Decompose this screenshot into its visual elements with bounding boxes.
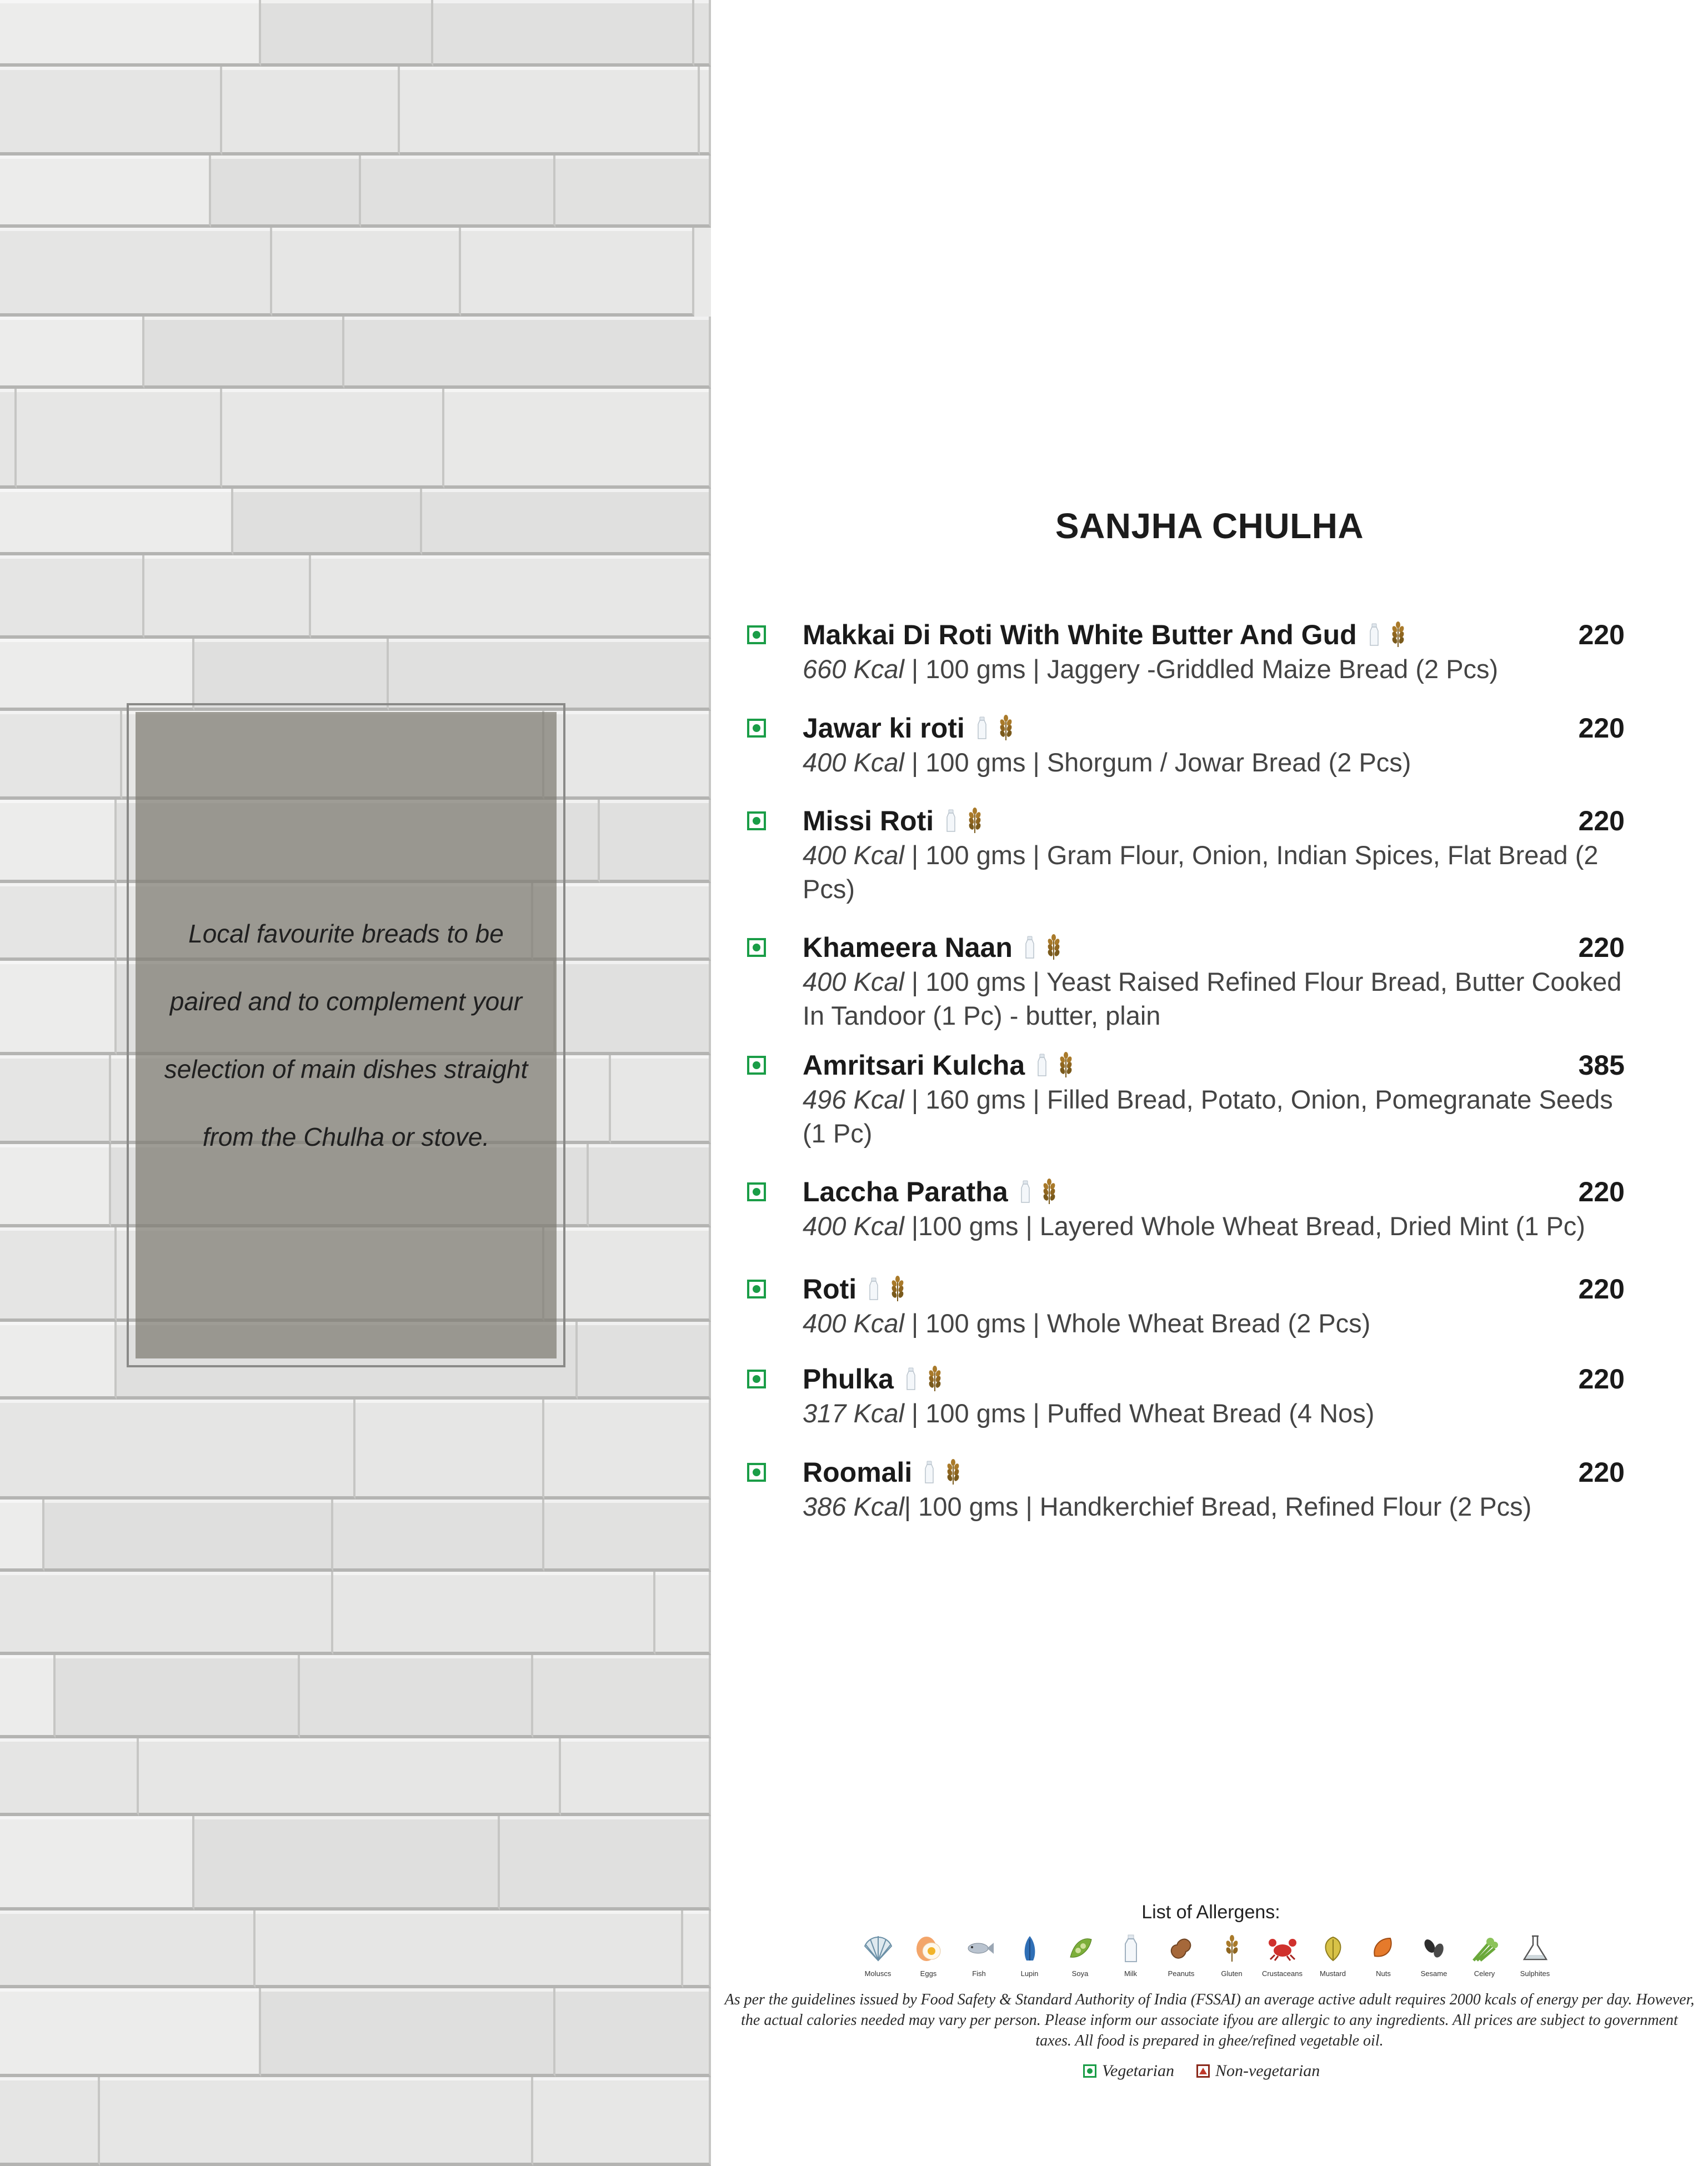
veg-symbol-icon bbox=[747, 811, 766, 830]
allergen-label: Peanuts bbox=[1168, 1969, 1195, 1978]
menu-item-name: Roomali bbox=[803, 1457, 913, 1488]
nut-icon bbox=[1367, 1932, 1400, 1965]
menu-item-name: Laccha Paratha bbox=[803, 1176, 1008, 1207]
menu-item-name-row bbox=[803, 803, 984, 839]
menu-item bbox=[747, 710, 1625, 793]
menu-item-description bbox=[803, 745, 1625, 779]
allergen-item bbox=[853, 1932, 903, 1978]
menu-item bbox=[747, 1174, 1625, 1257]
allergen-label: Soya bbox=[1071, 1969, 1089, 1978]
menu-item-name-row bbox=[803, 1047, 1075, 1084]
menu-item-kcal: 496 Kcal bbox=[803, 1085, 904, 1114]
menu-item-name: Roti bbox=[803, 1273, 857, 1305]
menu-item bbox=[747, 1047, 1625, 1148]
veg-legend-label: Vegetarian bbox=[1102, 2062, 1174, 2080]
soya-icon bbox=[1064, 1932, 1097, 1965]
lupin-icon bbox=[1013, 1932, 1046, 1965]
gluten-icon bbox=[997, 715, 1015, 741]
gluten-icon bbox=[926, 1366, 944, 1392]
menu-item-details: | 100 gms | Jaggery -Griddled Maize Bread (2 Pcs) bbox=[904, 654, 1499, 684]
milk-icon bbox=[1037, 1054, 1047, 1077]
gluten-icon bbox=[1040, 1179, 1058, 1205]
milk-icon bbox=[1020, 1180, 1030, 1204]
allergen-label: Eggs bbox=[920, 1969, 937, 1978]
gluten-icon bbox=[1057, 1052, 1075, 1079]
menu-item-details: | 100 gms | Whole Wheat Bread (2 Pcs) bbox=[904, 1308, 1371, 1338]
allergen-label: Fish bbox=[972, 1969, 986, 1978]
menu-item-name-row bbox=[803, 1271, 906, 1307]
veg-symbol-icon bbox=[747, 1056, 766, 1075]
menu-item-description bbox=[803, 1082, 1625, 1150]
milk-icon bbox=[906, 1367, 916, 1391]
allergen-item bbox=[1206, 1932, 1257, 1978]
flask-icon bbox=[1519, 1932, 1552, 1965]
menu-item-details: | 100 gms | Gram Flour, Onion, Indian Spices, Flat Bread (2 Pcs) bbox=[803, 840, 1599, 904]
menu-item-price: 220 bbox=[1578, 713, 1625, 744]
shell-icon bbox=[861, 1932, 895, 1965]
allergen-item bbox=[1105, 1932, 1156, 1978]
milk-icon bbox=[1114, 1932, 1148, 1965]
menu-item-details: | 100 gms | Handkerchief Bread, Refined Flour (2 Pcs) bbox=[904, 1492, 1532, 1521]
celery-icon bbox=[1468, 1932, 1501, 1965]
veg-symbol-icon bbox=[747, 719, 766, 738]
menu-item-description bbox=[803, 1306, 1625, 1340]
milk-icon bbox=[924, 1461, 934, 1484]
menu-item-kcal: 400 Kcal bbox=[803, 748, 904, 777]
fssai-disclaimer: As per the guidelines issued by Food Safety & Standard Authority of India (FSSAI) an average active adult requires 2000 kcals of energy per day. However, the actual calories needed may vary per person. Please inform our associate ifyou are allergic to any ingredients. All prices are subject to government taxes. All food is prepared in ghee/refined vegetable oil. bbox=[724, 1991, 1695, 2049]
allergen-item bbox=[1459, 1932, 1510, 1978]
menu-item-kcal: 660 Kcal bbox=[803, 654, 904, 684]
menu-item-price: 220 bbox=[1578, 1273, 1625, 1305]
menu-item-kcal: 400 Kcal bbox=[803, 1308, 904, 1338]
menu-item-kcal: 317 Kcal bbox=[803, 1398, 904, 1428]
allergen-item bbox=[1358, 1932, 1409, 1978]
menu-item-price: 220 bbox=[1578, 619, 1625, 650]
menu-item-name: Khameera Naan bbox=[803, 932, 1013, 963]
section-title: SANJHA CHULHA bbox=[1055, 506, 1364, 546]
gluten-icon bbox=[1045, 934, 1063, 961]
menu-item-kcal: 400 Kcal bbox=[803, 1211, 904, 1241]
egg-icon bbox=[912, 1932, 945, 1965]
milk-icon bbox=[946, 809, 956, 833]
menu-item bbox=[747, 1454, 1625, 1537]
menu-item-description bbox=[803, 838, 1625, 906]
allergen-item bbox=[1004, 1932, 1055, 1978]
veg-symbol-icon bbox=[747, 1370, 766, 1388]
allergen-item bbox=[1510, 1932, 1560, 1978]
allergen-item bbox=[1308, 1932, 1358, 1978]
milk-icon bbox=[1025, 936, 1035, 959]
allergen-label: Celery bbox=[1474, 1969, 1495, 1978]
menu-item-price: 220 bbox=[1578, 805, 1625, 836]
diet-legend bbox=[1083, 2062, 1320, 2080]
allergen-label: Mustard bbox=[1320, 1969, 1346, 1978]
veg-symbol-icon bbox=[747, 1182, 766, 1201]
nonveg-symbol-icon bbox=[1196, 2064, 1210, 2078]
menu-item-name: Amritsari Kulcha bbox=[803, 1050, 1025, 1081]
menu-item-price: 220 bbox=[1578, 932, 1625, 963]
allergen-list-title: List of Allergens: bbox=[1141, 1902, 1280, 1923]
veg-symbol-icon bbox=[747, 625, 766, 644]
menu-item-details: | 100 gms | Yeast Raised Refined Flour Bread, Butter Cooked In Tandoor (1 Pc) - butter, plain bbox=[803, 967, 1622, 1030]
menu-item-kcal: 386 Kcal bbox=[803, 1492, 904, 1521]
mustard-icon bbox=[1316, 1932, 1350, 1965]
menu-item bbox=[747, 1361, 1625, 1444]
gluten-icon bbox=[944, 1459, 962, 1486]
allergen-label: Moluscs bbox=[864, 1969, 891, 1978]
menu-item-kcal: 400 Kcal bbox=[803, 967, 904, 996]
veg-symbol-icon bbox=[747, 1280, 766, 1298]
menu-item-name-row bbox=[803, 710, 1015, 746]
menu-item-name: Jawar ki roti bbox=[803, 713, 965, 744]
menu-item-description bbox=[803, 1490, 1625, 1523]
milk-icon bbox=[1369, 623, 1379, 646]
menu-item-details: | 100 gms | Puffed Wheat Bread (4 Nos) bbox=[904, 1398, 1375, 1428]
nonveg-legend-label: Non-vegetarian bbox=[1215, 2062, 1320, 2080]
menu-item-description bbox=[803, 965, 1625, 1032]
menu-item-price: 220 bbox=[1578, 1176, 1625, 1207]
crab-icon bbox=[1266, 1932, 1299, 1965]
menu-item-name-row bbox=[803, 1361, 944, 1397]
veg-symbol-icon bbox=[747, 1463, 766, 1482]
sesame-icon bbox=[1418, 1932, 1451, 1965]
allergen-label: Sesame bbox=[1420, 1969, 1447, 1978]
menu-item-description bbox=[803, 1209, 1625, 1243]
veg-symbol-icon bbox=[747, 938, 766, 957]
menu-item-description bbox=[803, 1396, 1625, 1430]
menu-item-name-row bbox=[803, 929, 1063, 966]
menu-item-name: Phulka bbox=[803, 1363, 894, 1395]
menu-item-price: 220 bbox=[1578, 1363, 1625, 1395]
menu-item-name: Makkai Di Roti With White Butter And Gud bbox=[803, 619, 1357, 650]
allergen-item bbox=[1409, 1932, 1459, 1978]
menu-item-details: |100 gms | Layered Whole Wheat Bread, Dried Mint (1 Pc) bbox=[904, 1211, 1585, 1241]
allergen-label: Crustaceans bbox=[1262, 1969, 1303, 1978]
menu-item-details: | 160 gms | Filled Bread, Potato, Onion, Pomegranate Seeds (1 Pc) bbox=[803, 1085, 1613, 1148]
menu-item bbox=[747, 929, 1625, 1030]
allergen-label: Sulphites bbox=[1520, 1969, 1550, 1978]
tagline-text: Local favourite breads to be paired and to complement your selection of main dishes straight from the Chulha or stove. bbox=[164, 919, 528, 1151]
tagline-panel bbox=[136, 712, 557, 1358]
gluten-icon bbox=[889, 1276, 906, 1302]
allergen-label: Gluten bbox=[1221, 1969, 1243, 1978]
gluten-icon bbox=[1389, 621, 1407, 648]
menu-item-details: | 100 gms | Shorgum / Jowar Bread (2 Pcs) bbox=[904, 748, 1411, 777]
allergen-item bbox=[1156, 1932, 1206, 1978]
allergen-label: Lupin bbox=[1020, 1969, 1039, 1978]
gluten-icon bbox=[966, 808, 984, 834]
allergen-icon-row bbox=[853, 1932, 1560, 1978]
menu-item-description bbox=[803, 652, 1625, 686]
menu-item-price: 385 bbox=[1578, 1050, 1625, 1081]
allergen-label: Milk bbox=[1124, 1969, 1138, 1978]
gluten-icon bbox=[1215, 1932, 1249, 1965]
milk-icon bbox=[977, 716, 987, 740]
peanut-icon bbox=[1165, 1932, 1198, 1965]
milk-icon bbox=[869, 1277, 879, 1301]
menu-item bbox=[747, 1271, 1625, 1354]
allergen-item bbox=[903, 1932, 954, 1978]
menu-item-price: 220 bbox=[1578, 1457, 1625, 1488]
veg-symbol-icon bbox=[1083, 2064, 1096, 2078]
fish-icon bbox=[963, 1932, 996, 1965]
menu-item-name-row bbox=[803, 1174, 1058, 1210]
menu-item-name-row bbox=[803, 1454, 962, 1491]
allergen-label: Nuts bbox=[1376, 1969, 1391, 1978]
menu-item-name: Missi Roti bbox=[803, 805, 934, 836]
menu-item-kcal: 400 Kcal bbox=[803, 840, 904, 870]
menu-item-name-row bbox=[803, 616, 1407, 653]
menu-item bbox=[747, 616, 1625, 700]
allergen-item bbox=[1055, 1932, 1105, 1978]
allergen-item bbox=[1257, 1932, 1308, 1978]
allergen-item bbox=[954, 1932, 1004, 1978]
menu-item bbox=[747, 803, 1625, 904]
